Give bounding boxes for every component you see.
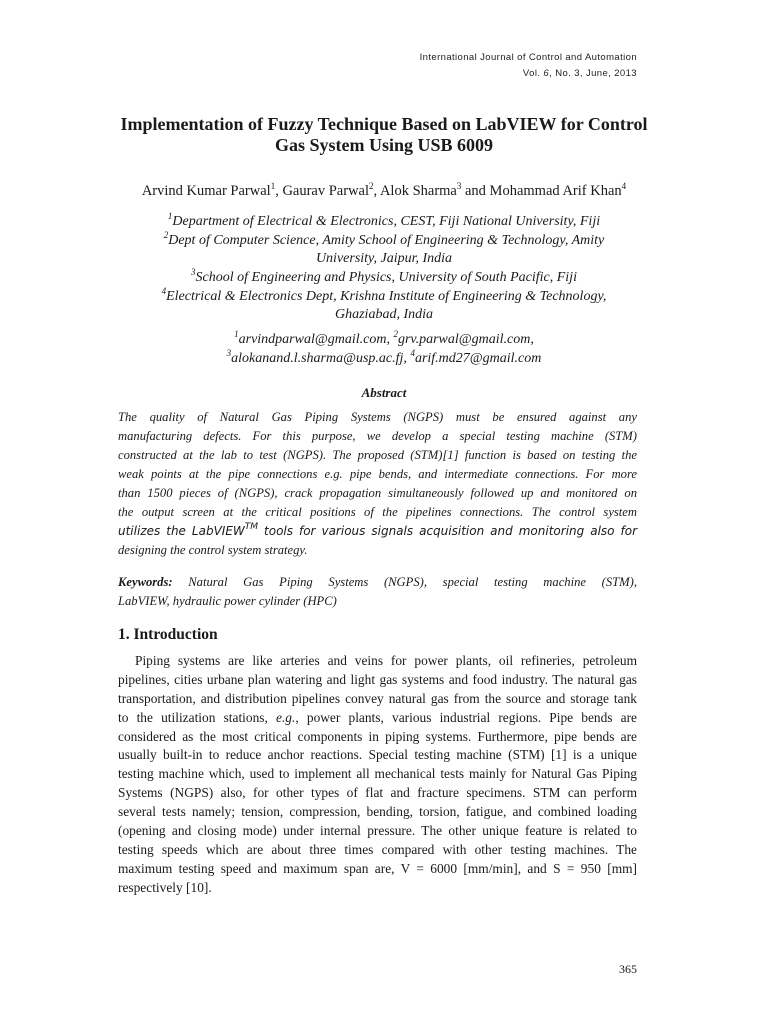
affiliation-1 [100, 213, 668, 231]
intro-line: maximum testing speed and maximum span are, V = 6000 [mm/min], and S = 950 [mm] [118, 860, 637, 876]
author-4-mark: 4 [621, 181, 627, 191]
abstract-line: designing the control system strategy. [118, 543, 308, 557]
intro-line: testing speeds which are about three times compared with other testing machines. The [118, 841, 637, 857]
affiliation-2-mark: 2 [163, 230, 169, 240]
email-4: arif.md27@gmail.com [414, 350, 542, 366]
affiliation-4-line-2: Ghaziabad, India [335, 307, 433, 322]
abstract-line: weak points at the pipe connections e.g. pipe bends, and intermediate connections. For more [118, 467, 637, 481]
title-line-1: Implementation of Fuzzy Technique Based on LabVIEW for Control [120, 114, 648, 134]
page-number: 365 [619, 962, 637, 976]
intro-line: Piping systems are like arteries and veins for power plants, oil refineries, petroleum [135, 653, 637, 668]
affiliation-3-mark: 3 [191, 267, 196, 277]
keywords-line-2: LabVIEW, hydraulic power cylinder (HPC) [118, 594, 337, 608]
abstract-body [118, 408, 637, 560]
volume-info [420, 66, 637, 82]
affiliation-4-line-1: Electrical & Electronics Dept, Krishna Institute of Engineering & Technology, [166, 289, 607, 304]
author-1: Arvind Kumar Parwal [141, 183, 271, 199]
affiliation-4-mark: 4 [161, 286, 167, 296]
affiliation-2-line-2: University, Jaipur, India [315, 251, 453, 266]
author-2-mark: 2 [369, 181, 374, 191]
keywords-line-1 [118, 573, 637, 592]
author-list [100, 181, 668, 201]
abstract-line: than 1500 pieces of (NGPS), crack propagation simultaneously followed up and monitored on [118, 486, 637, 500]
intro-line: several tests namely; tension, compression, bending, torsion, fatigue, and combined loading [118, 804, 637, 820]
author-emails [100, 331, 668, 368]
abstract-line: the output screen at the critical positions of the pipelines connections. The control system [118, 505, 637, 519]
abstract-line: manufacturing defects. For this purpose, we develop a special testing machine (STM) [118, 429, 637, 443]
affiliation-1-mark: 1 [167, 211, 173, 221]
intro-line-4-start: to the utilization stations, [118, 709, 277, 725]
abstract-line: The quality of Natural Gas Piping Systems (NGPS) must be ensured against any [118, 410, 637, 424]
journal-name: International Journal of Control and Automation [419, 52, 637, 63]
volume-prefix: Vol. [522, 68, 544, 79]
affiliation-4 [100, 288, 668, 324]
author-3-mark: 3 [456, 181, 462, 191]
affiliation-2 [100, 232, 668, 268]
intro-line-eg [118, 709, 637, 728]
abstract-line: constructed at the lab to test (NGPS). The proposed (STM)[1] function is based on testing the [118, 448, 637, 462]
intro-line: testing machine which, used to implement all mechanical tests mainly for Natural Gas Piping [118, 766, 637, 782]
introduction-body [118, 652, 637, 898]
intro-line-4-rest: , power plants, various industrial regions. Pipe bends are [295, 709, 637, 725]
author-2: , Gaurav Parwal [275, 183, 369, 199]
keywords-list-1: Natural Gas Piping Systems (NGPS), special testing machine (STM), [172, 575, 637, 589]
paper-title [100, 114, 668, 156]
affiliation-1-line-1: Department of Electrical & Electronics, CEST, Fiji National University, Fiji [172, 214, 601, 229]
email-1-mark: 1 [234, 329, 239, 339]
abstract-labview-rest: tools for various signals acquisition and monitoring also for [258, 524, 637, 538]
intro-line: usually built-in to reduce anchor reactions. Special testing machine (STM) [1] is a unique [118, 747, 637, 763]
abstract-line-labview [118, 522, 637, 541]
intro-line: (opening and closing mode) under internal pressure. The other unique feature is related to [118, 823, 637, 839]
affiliation-3-line-1: School of Engineering and Physics, University of South Pacific, Fiji [195, 270, 577, 285]
email-4-mark: 4 [410, 347, 415, 358]
intro-line: considered as the most critical components in piping systems. Furthermore, pipe bends are [118, 728, 637, 744]
affiliation-3 [100, 269, 668, 287]
affiliation-2-line-1: Dept of Computer Science, Amity School of Engineering & Technology, Amity [168, 233, 605, 248]
intro-line: Systems (NGPS) also, for other types of flat and fracture specimens. STM can perform [118, 785, 637, 801]
email-2: grv.parwal@gmail.com, [397, 332, 534, 347]
abstract-labview-text: utilizes the LabVIEW [118, 524, 245, 538]
keywords-block [118, 573, 637, 611]
eg-abbreviation: e.g. [276, 709, 296, 725]
abstract-heading: Abstract [361, 385, 407, 400]
author-4: and Mohammad Arif Khan [461, 183, 622, 199]
volume-issue-date: , No. 3, June, 2013 [549, 68, 637, 79]
title-line-2: Gas System Using USB 6009 [274, 135, 494, 155]
author-3: , Alok Sharma [373, 183, 457, 199]
intro-line: respectively [10]. [118, 879, 212, 895]
email-2-mark: 2 [393, 329, 398, 339]
email-1: arvindparwal@gmail.com, [238, 332, 394, 347]
keywords-label: Keywords: [118, 575, 173, 589]
running-header [420, 50, 637, 82]
email-3: alokanand.l.sharma@usp.ac.fj, [231, 350, 411, 366]
trademark-mark: TM [244, 522, 259, 532]
section-heading: 1. Introduction [118, 626, 218, 643]
intro-line: pipelines, cities urbane plan watering and light gas systems and food industry. The natural gas [118, 671, 637, 687]
intro-line: transportation, and distribution pipelines convey natural gas from the source and storage tank [118, 690, 637, 706]
volume-number: 6 [543, 68, 550, 79]
email-3-mark: 3 [226, 347, 232, 358]
author-1-mark: 1 [270, 181, 276, 191]
